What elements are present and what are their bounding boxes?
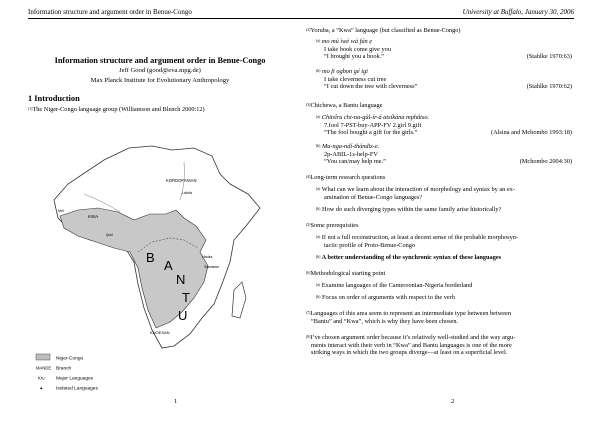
legend-key-major: Kru bbox=[38, 375, 45, 381]
bantu-letter: U bbox=[178, 308, 188, 323]
item-8: $^{(8)}$I’ve chosen argument order because it’s relatively well-studied and the way argu- ments interact with their verb in “Kwa” and Bantu languages is one of the more striking ways in which the two groups diverge—at least on a superficial level. bbox=[306, 334, 516, 357]
item-3a: $^{(a)}$ Chitsîru chi-na-gúl-ír-á atsíkána mphâtso. 7.fool 7-PST-buy-APP-FV 2.girl 9.gift “The fool bought a gift for the girls.” bbox=[316, 114, 430, 137]
bantu-letter: A bbox=[164, 258, 173, 273]
legend-key-isolated: ● bbox=[40, 385, 43, 391]
bantu-letter: T bbox=[182, 290, 190, 305]
label-kordofanian: KORDOFANIAN bbox=[166, 178, 197, 183]
item-1 bbox=[28, 106, 205, 114]
legend-swatch-nigercongo bbox=[36, 354, 50, 360]
item-3: $^{(3)}$Chichewa, a Bantu language bbox=[306, 102, 383, 109]
author: Jeff Good (good@eva.mpg.de) bbox=[119, 67, 201, 74]
item-6: $^{(6)}$Methodological starting point bbox=[306, 270, 386, 277]
page-number-right: 2 bbox=[451, 398, 455, 405]
header-rule bbox=[28, 18, 574, 19]
map-frame bbox=[54, 146, 260, 348]
legend-major: Major Languages bbox=[56, 376, 94, 382]
item-4a: $^{(a)}$ What can we learn about the interaction of morphology and syntax by an ex- amination of Benue-Congo languages? bbox=[316, 186, 515, 201]
madagascar bbox=[232, 282, 246, 318]
label-sandawe: Sandawe bbox=[204, 265, 219, 269]
bantu-letter: N bbox=[176, 272, 186, 287]
item-4: $^{(4)}$Long-term research questions bbox=[306, 174, 386, 181]
label-hadza: Hadza bbox=[202, 255, 213, 259]
item-text: The Niger-Congo language group (Williamson and Blench 2000:12) bbox=[32, 106, 205, 113]
item-5: $^{(5)}$Some prerequisites bbox=[306, 222, 359, 229]
item-3a-cite: (Alsina and Mchombo 1993:18) bbox=[491, 129, 572, 136]
item-6a: $^{(a)}$ Examine languages of the Cameroonian-Nigeria borderland bbox=[316, 282, 473, 289]
niger-congo-map bbox=[34, 122, 284, 394]
item-5b: $^{(b)}$ A better understanding of the synchronic syntax of these languages bbox=[316, 254, 502, 261]
affiliation: Max Planck Institute for Evolutionary Anthropology bbox=[90, 77, 230, 84]
legend-branch: Branch bbox=[56, 366, 72, 372]
item-3b: $^{(b)}$ Mu-nga-ndí-thándiz-e. 2p-ABIL-1s-help-FV “You can/may help me.” bbox=[316, 143, 386, 166]
item-7: $^{(7)}$Languages of this area seem to represent an intermediate type between between “Bantu” and “Kwa”, which is why they have been chosen. bbox=[306, 310, 511, 325]
item-2b: $^{(b)}$ mo fi ọgbọn gé igi I take cleverness cut tree “I cut down the tree with cleverness” bbox=[316, 68, 418, 91]
item-5a: $^{(a)}$ If not a full reconstruction, at least a decent sense of the probable morphosyn- tactic profile of Proto-Benue-Congo bbox=[316, 234, 518, 249]
running-header-left: Information structure and argument order in Benue-Congo bbox=[28, 8, 192, 16]
label-khoesan: KHOESAN bbox=[150, 330, 170, 335]
bantu-letter: B bbox=[146, 250, 155, 265]
label-ijoid: Ijoid bbox=[106, 233, 113, 237]
item-2: $^{(2)}$Yoruba, a “Kwa” language (but classified as Benue-Congo) bbox=[306, 27, 461, 34]
running-header-right: University at Buffalo, January 30, 2006 bbox=[462, 8, 574, 16]
label-kwa: KWA bbox=[88, 214, 99, 219]
item-2a-cite: (Stahlke 1970:63) bbox=[526, 53, 572, 60]
label-mel: Mel bbox=[58, 209, 64, 213]
legend-nigercongo: Niger-Congo bbox=[56, 356, 84, 362]
item-6b: $^{(b)}$ Focus on order of arguments with respect to the verb bbox=[316, 294, 455, 301]
item-number: (1) bbox=[28, 107, 33, 111]
item-2a: $^{(a)}$ mo mú ìwé wá fún ẹ I take book come give you “I brought you a book.” bbox=[316, 38, 391, 61]
item-3b-cite: (Mchombo 2004:30) bbox=[519, 158, 572, 165]
item-2b-cite: (Stahlke 1970:62) bbox=[526, 83, 572, 90]
legend-key-branch: MANDE bbox=[36, 365, 52, 371]
section-heading: 1 Introduction bbox=[28, 94, 80, 103]
label-lafofa: Lafofa bbox=[182, 191, 192, 195]
legend-isolated: Isolated Languages bbox=[56, 386, 98, 392]
map-legend bbox=[36, 354, 98, 392]
item-4b: $^{(b)}$ How do such diverging types within the same family arise historically? bbox=[316, 206, 502, 213]
paper-title: Information structure and argument order in Benue-Congo bbox=[54, 56, 266, 65]
page-number-left: 1 bbox=[174, 398, 178, 405]
